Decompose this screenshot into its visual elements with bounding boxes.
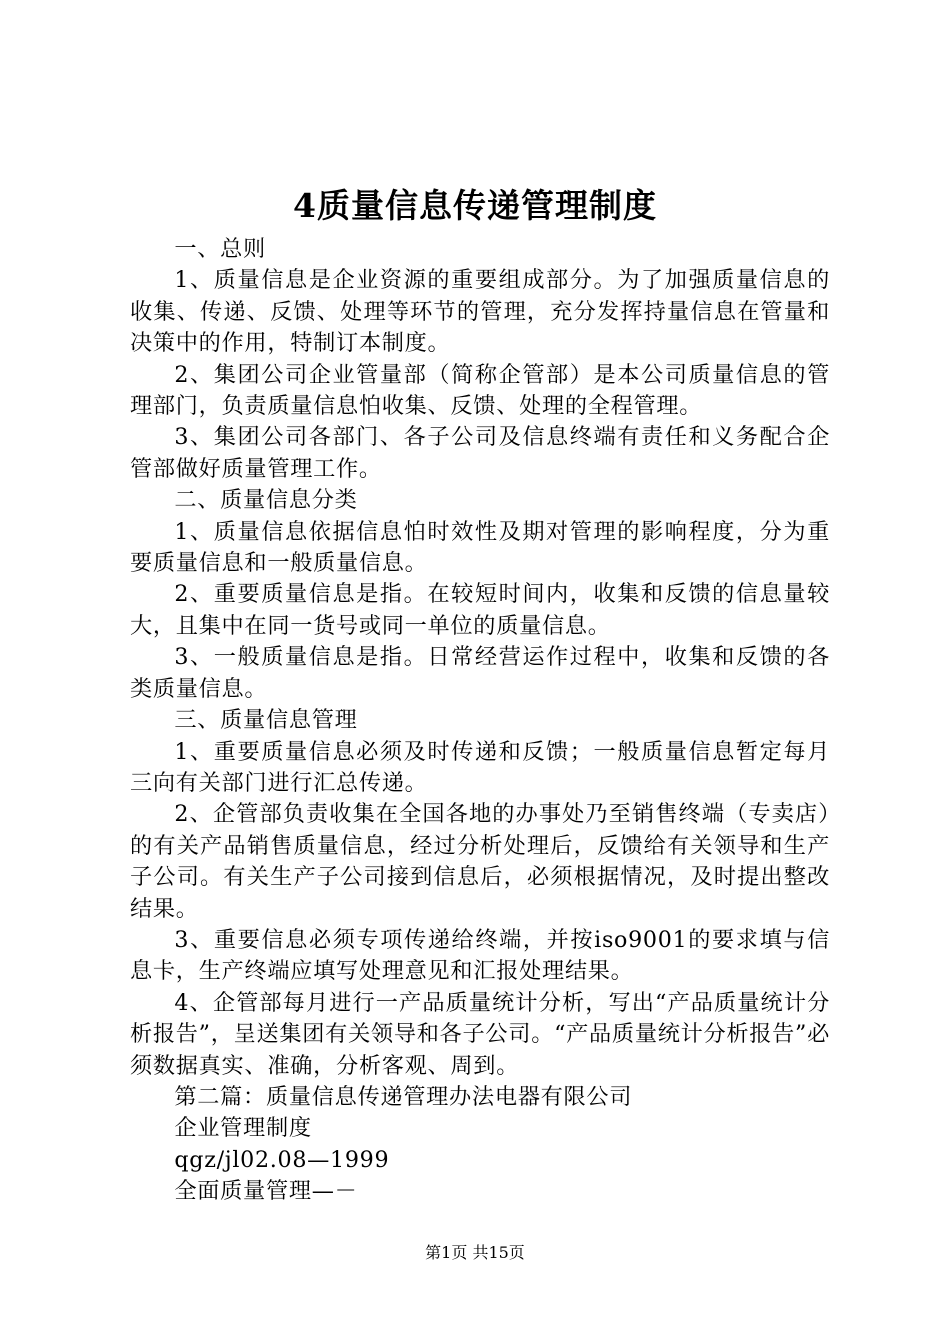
paragraph: 2、集团公司企业管量部（简称企管部）是本公司质量信息的管理部门，负责质量信息怕收集、反馈、处理的全程管理。 (130, 361, 830, 420)
section-heading: 二、质量信息分类 (174, 487, 358, 514)
paragraph: 1、质量信息依据信息怕时效性及期对管理的影响程度，分为重要质量信息和一般质量信息。 (130, 518, 830, 577)
section-heading: 三、质量信息管理 (174, 707, 358, 734)
paragraph: 3、一般质量信息是指。日常经营运作过程中，收集和反馈的各类质量信息。 (130, 644, 830, 702)
paragraph: 1、重要质量信息必须及时传递和反馈；一般质量信息暂定每月三向有关部门进行汇总传递。 (130, 738, 830, 796)
paragraph: 2、企管部负责收集在全国各地的办事处乃至销售终端（专卖店）的有关产品销售质量信息，经过分析处理后，反馈给有关领导和生产子公司。有关生产子公司接到信息后，必须根据情况，及时提出整改结果。 (130, 801, 830, 922)
subheading-line: 企业管理制度 (174, 1115, 312, 1142)
subheading-line: 全面质量管理—－ (174, 1178, 358, 1205)
subheading-line: 第二篇：质量信息传递管理办法电器有限公司 (174, 1083, 633, 1110)
document-code: qgz/jl02.08—1999 (174, 1146, 390, 1173)
section-heading: 一、总则 (174, 236, 266, 262)
paragraph: 1、质量信息是企业资源的重要组成部分。为了加强质量信息的收集、传递、反馈、处理等环节的管理，充分发挥持量信息在管量和决策中的作用，特制订本制度。 (130, 267, 830, 357)
page-number-footer: 第1页 共15页 (425, 1243, 525, 1262)
document-title: 4质量信息传递管理制度 (293, 186, 657, 225)
paragraph: 4、企管部每月进行一产品质量统计分析，写出“产品质量统计分析报告”，呈送集团有关领导和各子公司。“产品质量统计分析报告”必须数据真实、准确，分析客观、周到。 (130, 989, 830, 1079)
paragraph: 3、重要信息必须专项传递给终端，并按iso9001的要求填与信息卡，生产终端应填写处理意见和汇报处理结果。 (130, 926, 830, 985)
paragraph: 2、重要质量信息是指。在较短时间内，收集和反馈的信息量较大，且集中在同一货号或同一单位的质量信息。 (130, 581, 830, 639)
paragraph: 3、集团公司各部门、各子公司及信息终端有责任和义务配合企管部做好质量管理工作。 (130, 424, 830, 482)
document-body (130, 234, 830, 1208)
